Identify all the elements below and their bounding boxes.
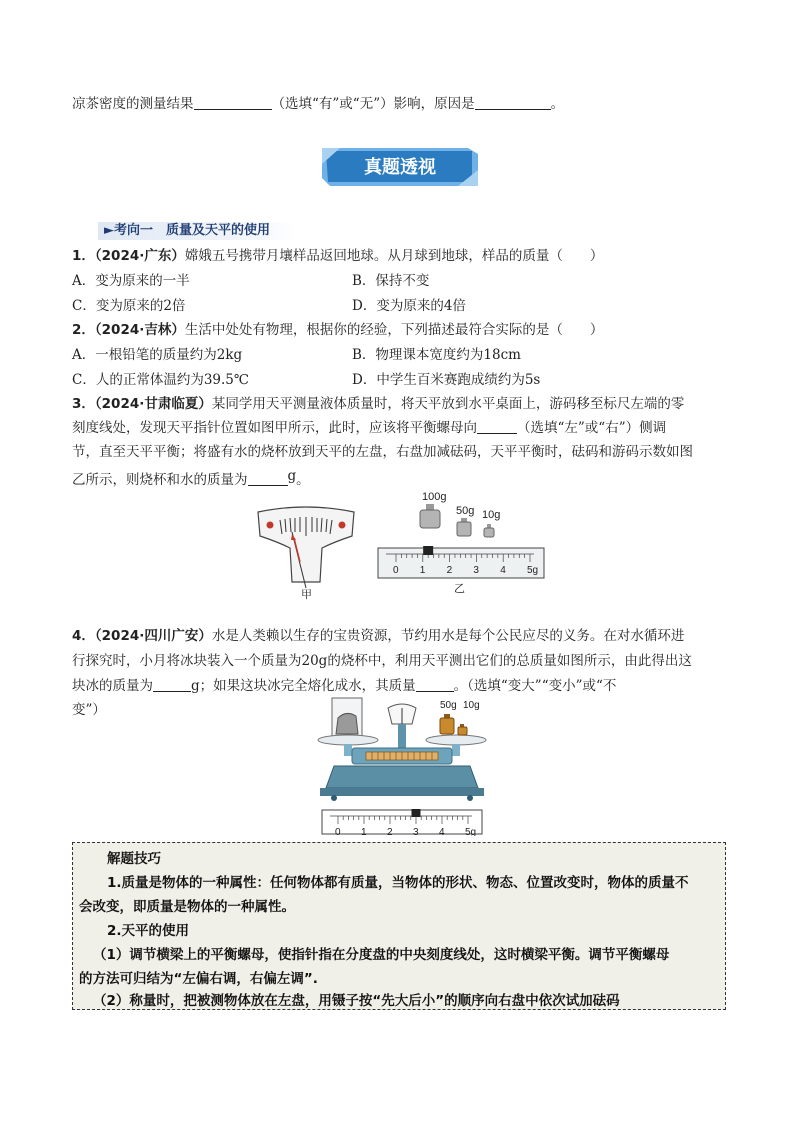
- question-2: [72, 320, 603, 340]
- figure-rider-scale: [320, 808, 484, 836]
- section-heading: ►考向一 质量及天平的使用: [98, 222, 296, 240]
- tips-paragraph: 的方法可归结为“左偏右调，右偏左调”.: [79, 971, 318, 987]
- option-a: A．一根铅笔的质量约为2kg: [72, 347, 243, 363]
- tips-paragraph: 会改变，即质量是物体的一种属性。: [79, 899, 295, 915]
- question-source: （2024·吉林）: [94, 322, 185, 338]
- option-b: B．保持不变: [352, 273, 430, 289]
- intro-text-b: （选填“有”或“无”）影响，原因是: [271, 96, 475, 112]
- rider-marker: [423, 546, 433, 555]
- ice-block-icon: [336, 713, 358, 734]
- figure-label-yi: 乙: [454, 583, 465, 595]
- weight-100g-icon: [420, 504, 440, 528]
- weight-50g-icon: [457, 518, 471, 536]
- question-number: 1．: [72, 248, 95, 264]
- question-1: [72, 246, 603, 266]
- scale-tick-label: 4: [500, 565, 506, 576]
- question-text: 水是人类赖以生存的宝贵资源，节约用水是每个公民应尽的义务。在对水循环进: [211, 628, 685, 644]
- weight-label: 10g: [463, 700, 480, 711]
- scale-tick-label: 2: [387, 827, 393, 836]
- weight-10g-icon: [484, 524, 494, 537]
- question-text: g；如果这块冰完全熔化成水，其质量: [191, 678, 416, 694]
- weight-label: 50g: [456, 505, 475, 517]
- option-d: D．变为原来的4倍: [352, 298, 466, 314]
- answer-blank: [153, 677, 191, 692]
- question-4-line-2: 行探究时，小月将冰块装入一个质量为20g的烧杯中，利用天平测出它们的总质量如图所示，由此得出这: [72, 653, 692, 669]
- weight-label: 100g: [422, 491, 447, 503]
- unit-label: g: [287, 468, 297, 484]
- figure-label-jia: 甲: [301, 589, 312, 600]
- scale-tick-label: 0: [335, 827, 341, 836]
- tips-paragraph: 1.质量是物体的一种属性：任何物体都有质量，当物体的形状、物态、位置改变时，物体的质量不: [107, 875, 689, 891]
- question-stem: 嫦娥五号携带月壤样品返回地球。从月球到地球，样品的质量（ ）: [184, 248, 604, 264]
- question-stem: 生活中处处有物理，根据你的经验，下列描述最符合实际的是（ ）: [184, 322, 604, 338]
- question-3-line-2: [72, 418, 666, 438]
- scale-tick-label: 1: [361, 827, 367, 836]
- question-text: 乙所示，则烧杯和水的质量为: [72, 472, 248, 488]
- question-3-line-4: [72, 466, 310, 490]
- scale-tick-label: 3: [473, 565, 479, 576]
- question-text: 刻度线处，发现天平指针位置如图甲所示，此时，应该将平衡螺母向: [72, 420, 477, 436]
- weight-label: 10g: [482, 509, 501, 521]
- question-source: （2024·广东）: [94, 248, 185, 264]
- scale-tick-label: 4: [439, 827, 445, 836]
- question-4: [72, 626, 684, 646]
- question-source: （2024·四川广安）: [94, 628, 212, 644]
- question-4-line-3: [72, 676, 616, 696]
- question-text: 。（选填“变大”“变小”或“不: [453, 678, 617, 694]
- option-d: D．中学生百米赛跑成绩约为5s: [352, 372, 541, 388]
- scale-tick-label: 3: [413, 827, 419, 836]
- intro-text-a: 凉茶密度的测量结果: [72, 96, 194, 112]
- tips-paragraph: （1）调节横梁上的平衡螺母，使指针指在分度盘的中央刻度线处，这时横梁平衡。调节平衡螺母: [93, 947, 670, 963]
- question-number: 4．: [72, 628, 95, 644]
- figure-weights-scale: [374, 486, 548, 596]
- tips-box: [72, 842, 726, 1010]
- question-text: （选填“左”或“右”）侧调: [517, 420, 667, 436]
- question-3: [72, 394, 684, 414]
- figure-dial-pointer: [254, 504, 358, 600]
- question-text: 某同学用天平测量液体质量时，将天平放到水平桌面上，游码移至标尺左端的零: [211, 396, 685, 412]
- banner-title: 真题透视: [364, 157, 436, 177]
- scale-tick-label: 5g: [465, 827, 477, 836]
- weight-50g-icon: [440, 714, 454, 734]
- question-3-line-3: 节，直至天平平衡；将盛有水的烧杯放到天平的左盘，右盘加减砝码，天平平衡时，砝码和游码示数如图: [72, 444, 693, 460]
- scale-tick-label: 1: [419, 565, 426, 576]
- question-text: 。: [296, 472, 310, 488]
- scale-tick-label: 5g: [527, 565, 539, 576]
- figure-balance: [312, 694, 492, 802]
- question-source: （2024·甘肃临夏）: [94, 396, 212, 412]
- option-c: C．人的正常体温约为39.5℃: [72, 372, 249, 388]
- question-4-line-4: 变”）: [72, 702, 106, 718]
- question-text: 块冰的质量为: [72, 678, 153, 694]
- rider-marker: [412, 809, 421, 817]
- section-banner: [322, 148, 478, 186]
- question-number: 3．: [72, 396, 95, 412]
- option-a: A．变为原来的一半: [72, 273, 190, 289]
- intro-line: [72, 94, 564, 114]
- option-b: B．物理课本宽度约为18cm: [352, 347, 521, 363]
- intro-text-c: 。: [550, 96, 565, 112]
- answer-blank: [248, 471, 288, 486]
- weight-label: 50g: [440, 700, 457, 711]
- tips-paragraph: （2）称量时，把被测物体放在左盘，用镊子按“先大后小”的顺序向右盘中依次试加砝码: [93, 993, 620, 1009]
- scale-tick-label: 0: [393, 565, 399, 576]
- scale-tick-label: 2: [446, 565, 453, 576]
- option-c: C．变为原来的2倍: [72, 298, 186, 314]
- answer-blank: [475, 95, 551, 110]
- tips-title: 解题技巧: [107, 851, 161, 867]
- tips-paragraph: 2.天平的使用: [107, 923, 190, 939]
- answer-blank: [477, 419, 517, 434]
- weight-10g-icon: [458, 724, 467, 735]
- answer-blank: [416, 677, 454, 692]
- question-number: 2．: [72, 322, 95, 338]
- answer-blank: [194, 95, 272, 110]
